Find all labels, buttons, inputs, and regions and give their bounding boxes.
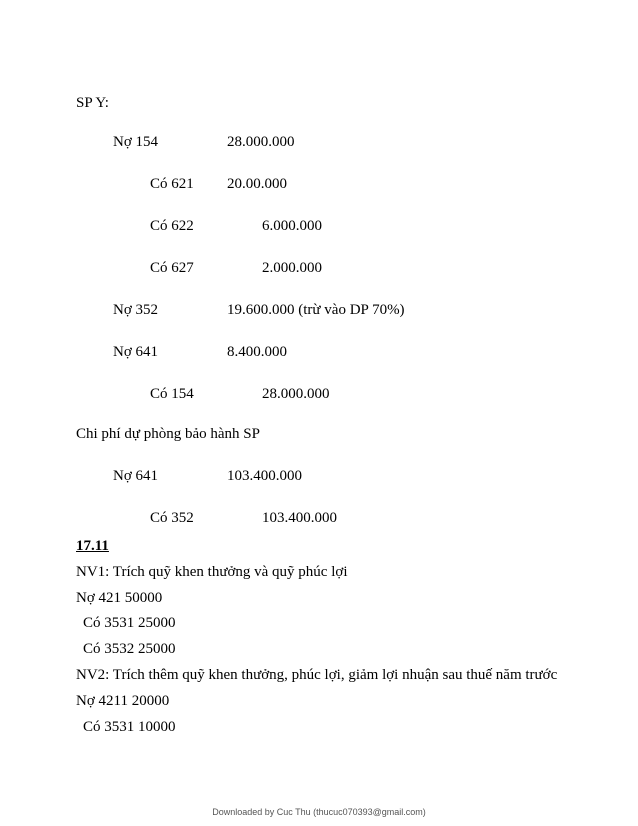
amount-with-note: 19.600.000 (trừ vào DP 70%) bbox=[227, 302, 405, 318]
debit-account: Nợ 352 bbox=[113, 302, 159, 318]
credit-account: Có 154 bbox=[150, 386, 194, 402]
amount: 28.000.000 bbox=[227, 134, 295, 150]
amount: 20.00.000 bbox=[227, 176, 287, 192]
credit-entry: Có 3531 10000 bbox=[83, 719, 176, 735]
transaction-description: NV2: Trích thêm quỹ khen thưởng, phúc lợi, giảm lợi nhuận sau thuế năm trước bbox=[76, 667, 558, 683]
debit-account: Nợ 154 bbox=[113, 134, 159, 150]
debit-account: Nợ 641 bbox=[113, 468, 159, 484]
section-label: SP Y: bbox=[76, 95, 109, 111]
amount: 103.400.000 bbox=[262, 510, 337, 526]
amount: 2.000.000 bbox=[262, 260, 322, 276]
transaction-description: NV1: Trích quỹ khen thưởng và quỹ phúc lợi bbox=[76, 564, 348, 580]
amount: 28.000.000 bbox=[262, 386, 330, 402]
credit-entry: Có 3531 25000 bbox=[83, 615, 176, 631]
debit-entry: Nợ 421 50000 bbox=[76, 590, 163, 606]
credit-account: Có 622 bbox=[150, 218, 194, 234]
section-label: Chi phí dự phòng bảo hành SP bbox=[76, 426, 260, 442]
debit-account: Nợ 641 bbox=[113, 344, 159, 360]
credit-account: Có 621 bbox=[150, 176, 194, 192]
credit-account: Có 627 bbox=[150, 260, 194, 276]
amount: 8.400.000 bbox=[227, 344, 287, 360]
credit-account: Có 352 bbox=[150, 510, 194, 526]
download-footer: Downloaded by Cuc Thu (thucuc070393@gmail.com) bbox=[212, 807, 426, 817]
amount: 6.000.000 bbox=[262, 218, 322, 234]
debit-entry: Nợ 4211 20000 bbox=[76, 693, 170, 709]
credit-entry: Có 3532 25000 bbox=[83, 641, 176, 657]
amount: 103.400.000 bbox=[227, 468, 302, 484]
exercise-heading: 17.11 bbox=[76, 538, 109, 554]
